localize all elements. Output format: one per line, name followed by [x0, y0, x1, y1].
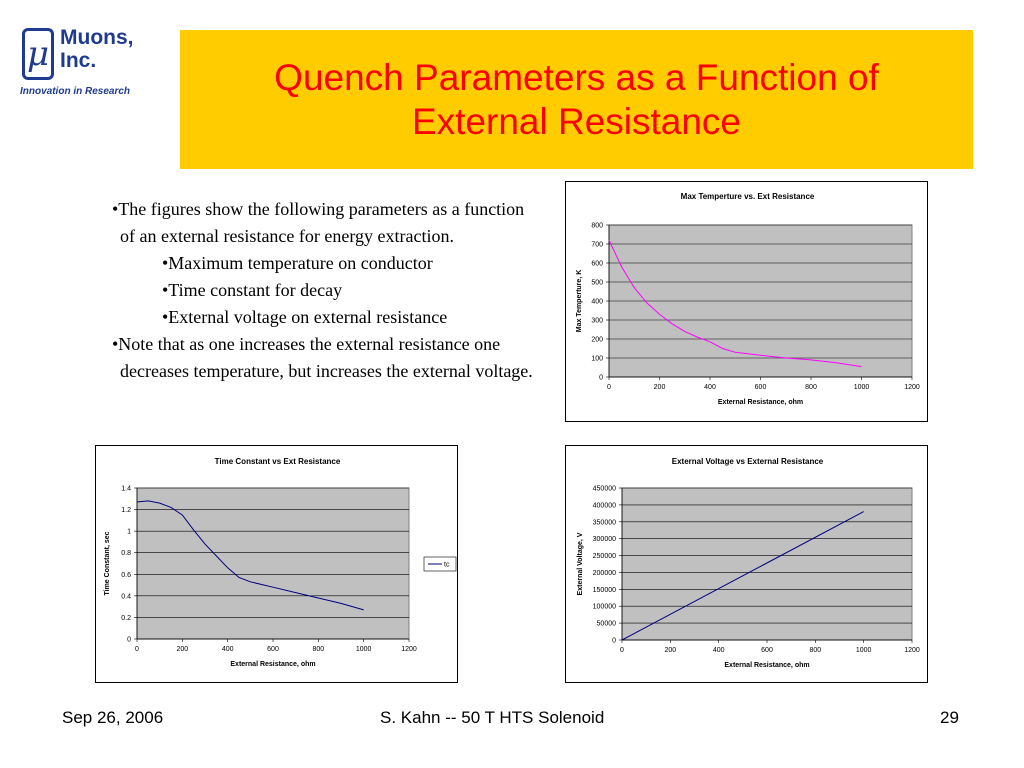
logo-name: Muons, Inc.: [60, 26, 134, 72]
chart-external-voltage: [565, 445, 928, 683]
legend-label: tc: [444, 561, 450, 569]
y-tick-label: 1.4: [121, 485, 131, 493]
x-tick-label: 600: [761, 647, 773, 654]
x-tick-label: 0: [620, 647, 624, 654]
chart-title: External Voltage vs External Resistance: [671, 457, 824, 466]
y-tick-label: 100: [591, 355, 603, 363]
y-tick-label: 600: [591, 260, 603, 268]
x-tick-label: 600: [754, 384, 767, 391]
chart-svg: [566, 446, 929, 684]
y-tick-label: 450000: [592, 485, 616, 493]
y-tick-label: 0: [599, 374, 603, 382]
bullet-item: •The figures show the following parameters as a function of an external resistance for energy extraction.: [112, 199, 525, 246]
y-axis-label: External Voltage, V: [577, 532, 584, 596]
sub-bullet-item: •Maximum temperature on conductor: [162, 253, 433, 273]
y-tick-label: 100000: [592, 603, 616, 611]
bullet-list: [112, 196, 542, 385]
x-tick-label: 600: [267, 646, 279, 653]
x-tick-label: 1000: [355, 646, 372, 653]
y-axis-label: Time Constant, sec: [104, 531, 111, 596]
x-tick-label: 1200: [904, 647, 920, 654]
x-tick-label: 800: [312, 646, 325, 653]
y-tick-label: 0.2: [121, 614, 131, 622]
mu-symbol-icon: μ: [22, 28, 54, 80]
y-tick-label: 200000: [592, 569, 616, 577]
x-tick-label: 1200: [401, 646, 417, 653]
x-tick-label: 0: [607, 384, 611, 391]
y-tick-label: 50000: [596, 620, 616, 628]
y-tick-label: 0.4: [121, 593, 131, 601]
company-logo: [18, 24, 168, 104]
y-tick-label: 150000: [592, 586, 616, 594]
y-tick-label: 300000: [592, 536, 616, 544]
y-tick-label: 200: [591, 336, 603, 344]
title-banner: [180, 30, 973, 169]
y-tick-label: 800: [591, 222, 603, 230]
plot-area: [137, 488, 409, 639]
y-tick-label: 0: [612, 637, 616, 645]
x-axis-label: External Resistance, ohm: [717, 399, 804, 406]
y-tick-label: 400: [591, 298, 603, 306]
y-tick-label: 400000: [592, 502, 616, 510]
x-tick-label: 200: [653, 384, 666, 391]
logo-tagline: Innovation in Research: [20, 86, 131, 97]
y-tick-label: 700: [591, 241, 603, 249]
bullet-item: •Note that as one increases the external resistance one decreases temperature, but increases the external voltage.: [112, 334, 533, 381]
y-tick-label: 0: [127, 636, 131, 644]
y-tick-label: 1.2: [121, 507, 131, 515]
footer-center: S. Kahn -- 50 T HTS Solenoid: [380, 708, 605, 727]
x-tick-label: 1000: [855, 647, 872, 654]
chart-title: Max Temperture vs. Ext Resistance: [680, 192, 815, 201]
x-tick-label: 200: [664, 647, 677, 654]
x-tick-label: 1000: [853, 384, 870, 391]
y-tick-label: 1: [127, 528, 131, 536]
x-tick-label: 200: [176, 646, 189, 653]
chart-title: Time Constant vs Ext Resistance: [214, 457, 341, 466]
y-tick-label: 0.8: [121, 550, 131, 558]
chart-svg: [96, 446, 459, 684]
x-axis-label: External Resistance, ohm: [724, 662, 810, 669]
x-tick-label: 800: [805, 384, 817, 391]
y-tick-label: 0.6: [121, 571, 131, 579]
slide-title: Quench Parameters as a Function of External Resistance: [274, 56, 879, 142]
y-tick-label: 300: [591, 317, 603, 325]
y-tick-label: 250000: [592, 553, 616, 561]
x-tick-label: 800: [809, 647, 822, 654]
y-axis-label: Max Temperture, K: [576, 269, 583, 333]
chart-time-constant: [95, 445, 458, 683]
chart-svg: [566, 182, 929, 423]
x-axis-label: External Resistance, ohm: [230, 661, 316, 668]
sub-bullet-item: •External voltage on external resistance: [162, 307, 448, 327]
footer-page-number: 29: [940, 708, 959, 727]
x-tick-label: 400: [221, 646, 234, 653]
sub-bullet-item: •Time constant for decay: [162, 280, 343, 300]
x-tick-label: 400: [704, 384, 716, 391]
footer-date: Sep 26, 2006: [62, 708, 164, 727]
x-tick-label: 400: [712, 647, 725, 654]
y-tick-label: 350000: [592, 519, 616, 527]
x-tick-label: 1200: [904, 384, 920, 391]
y-tick-label: 500: [591, 279, 603, 287]
chart-max-temperature: [565, 181, 928, 422]
x-tick-label: 0: [135, 646, 139, 653]
